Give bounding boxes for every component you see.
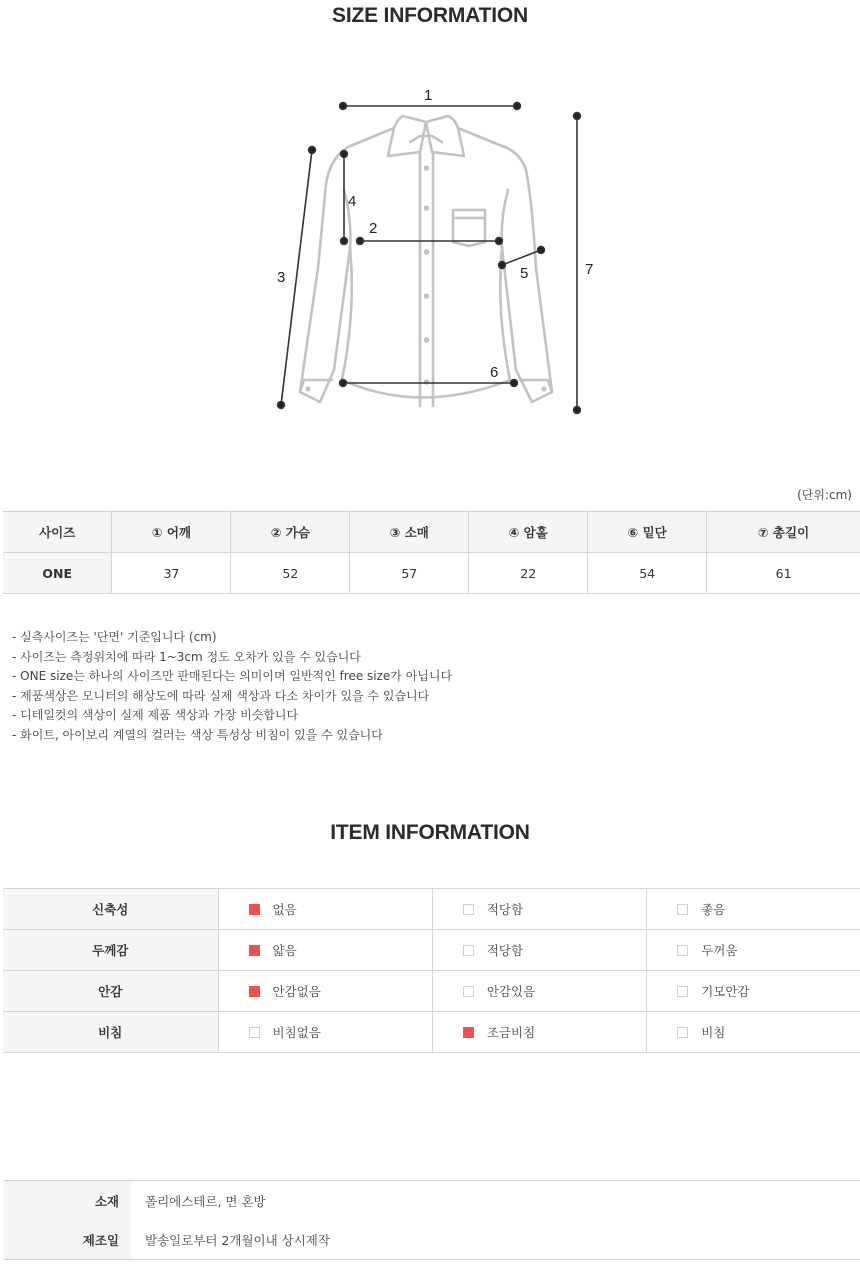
measure-label-7: 7: [585, 261, 594, 278]
item-option-label: 비침: [701, 1025, 726, 1040]
size-table-header-row: [3, 512, 860, 553]
material-value: 폴리에스테르, 면 혼방: [145, 1193, 266, 1209]
item-option: [432, 971, 646, 1012]
size-col-header: ④ 암홀: [469, 512, 588, 553]
unit-note: (단위:cm): [797, 488, 852, 502]
material-value: 발송일로부터 2개월이내 상시제작: [145, 1232, 330, 1248]
item-option: [432, 889, 646, 930]
measure-label-1: 1: [424, 87, 433, 104]
note-item: - 화이트, 아이보리 계열의 컬러는 색상 특성상 비침이 있을 수 있습니다: [12, 727, 383, 742]
item-option-label: 기모안감: [701, 984, 750, 999]
material-key: 제조일: [3, 1220, 131, 1259]
manufacture-date-row: [3, 1220, 860, 1259]
checkbox-empty-icon: [677, 986, 688, 997]
item-option-label: 얇음: [272, 943, 297, 958]
measure-label-6: 6: [490, 364, 499, 381]
size-col-header: ⑥ 밑단: [588, 512, 707, 553]
item-option-label: 비침없음: [272, 1025, 321, 1040]
checkbox-checked-icon: [463, 1027, 474, 1038]
item-option-label: 적당함: [486, 943, 524, 958]
measure-label-5: 5: [520, 265, 529, 282]
checkbox-empty-icon: [463, 945, 474, 956]
item-option: [647, 971, 860, 1012]
item-row-label: 신축성: [3, 889, 218, 930]
size-col-header: 사이즈: [3, 512, 112, 553]
shirt-measurement-diagram: [270, 80, 610, 425]
item-option-label: 두꺼움: [701, 943, 738, 958]
checkbox-empty-icon: [677, 1027, 688, 1038]
item-option-label: 없음: [272, 902, 297, 917]
item-option: [218, 930, 432, 971]
size-cell: 61: [707, 553, 860, 594]
item-option: [218, 1012, 432, 1053]
size-col-header: ③ 소매: [350, 512, 469, 553]
checkbox-checked-icon: [249, 904, 260, 915]
item-row-lining: [3, 971, 860, 1012]
table-row: [3, 553, 860, 594]
size-col-header: ⑦ 총길이: [707, 512, 860, 553]
measure-label-3: 3: [277, 269, 286, 286]
item-option: [647, 889, 860, 930]
size-cell: 52: [231, 553, 350, 594]
item-option-label: 적당함: [486, 902, 524, 917]
item-option-label: 좋음: [701, 902, 726, 917]
item-row-thickness: [3, 930, 860, 971]
material-info: [3, 1180, 860, 1260]
item-row-stretch: [3, 889, 860, 930]
item-row-label: 두께감: [3, 930, 218, 971]
item-option-label: 안감있음: [486, 984, 536, 999]
checkbox-empty-icon: [249, 1027, 260, 1038]
item-option-label: 안감없음: [272, 984, 321, 999]
item-option: [432, 930, 646, 971]
item-option: [218, 971, 432, 1012]
note-item: - 사이즈는 측정위치에 따라 1~3cm 정도 오차가 있을 수 있습니다: [12, 649, 361, 664]
checkbox-empty-icon: [677, 945, 688, 956]
item-information-title: ITEM INFORMATION: [330, 821, 530, 844]
material-row: [3, 1181, 860, 1220]
size-cell: 54: [588, 553, 707, 594]
size-table: [3, 511, 860, 594]
size-information-title: SIZE INFORMATION: [332, 4, 528, 27]
size-cell: 22: [469, 553, 588, 594]
checkbox-empty-icon: [463, 904, 474, 915]
item-option: [432, 1012, 646, 1053]
item-option: [647, 930, 860, 971]
size-col-header: ① 어깨: [112, 512, 231, 553]
note-item: - 제품색상은 모니터의 해상도에 따라 실제 색상과 다소 차이가 있을 수 있습니다: [12, 688, 430, 703]
note-item: - 디테일컷의 색상이 실제 제품 색상과 가장 비슷합니다: [12, 708, 299, 723]
size-cell: 37: [112, 553, 231, 594]
checkbox-checked-icon: [249, 986, 260, 997]
item-option: [647, 1012, 860, 1053]
checkbox-empty-icon: [677, 904, 688, 915]
checkbox-checked-icon: [249, 945, 260, 956]
size-cell: 57: [350, 553, 469, 594]
item-row-label: 비침: [3, 1012, 218, 1053]
material-key: 소재: [3, 1181, 131, 1220]
measure-label-4: 4: [348, 193, 357, 210]
size-col-header: ② 가슴: [231, 512, 350, 553]
item-row-label: 안감: [3, 971, 218, 1012]
note-item: - 실측사이즈는 '단면' 기준입니다 (cm): [12, 630, 217, 644]
item-option-label: 조금비침: [486, 1025, 536, 1040]
item-row-sheerness: [3, 1012, 860, 1053]
item-option: [218, 889, 432, 930]
checkbox-empty-icon: [463, 986, 474, 997]
note-item: - ONE size는 하나의 사이즈만 판매된다는 의미이며 일반적인 free size가 아닙니다: [12, 669, 453, 684]
size-notes-list: [12, 628, 452, 746]
item-info-table: [3, 888, 860, 1053]
measure-label-2: 2: [369, 220, 378, 237]
size-cell: ONE: [3, 553, 112, 594]
